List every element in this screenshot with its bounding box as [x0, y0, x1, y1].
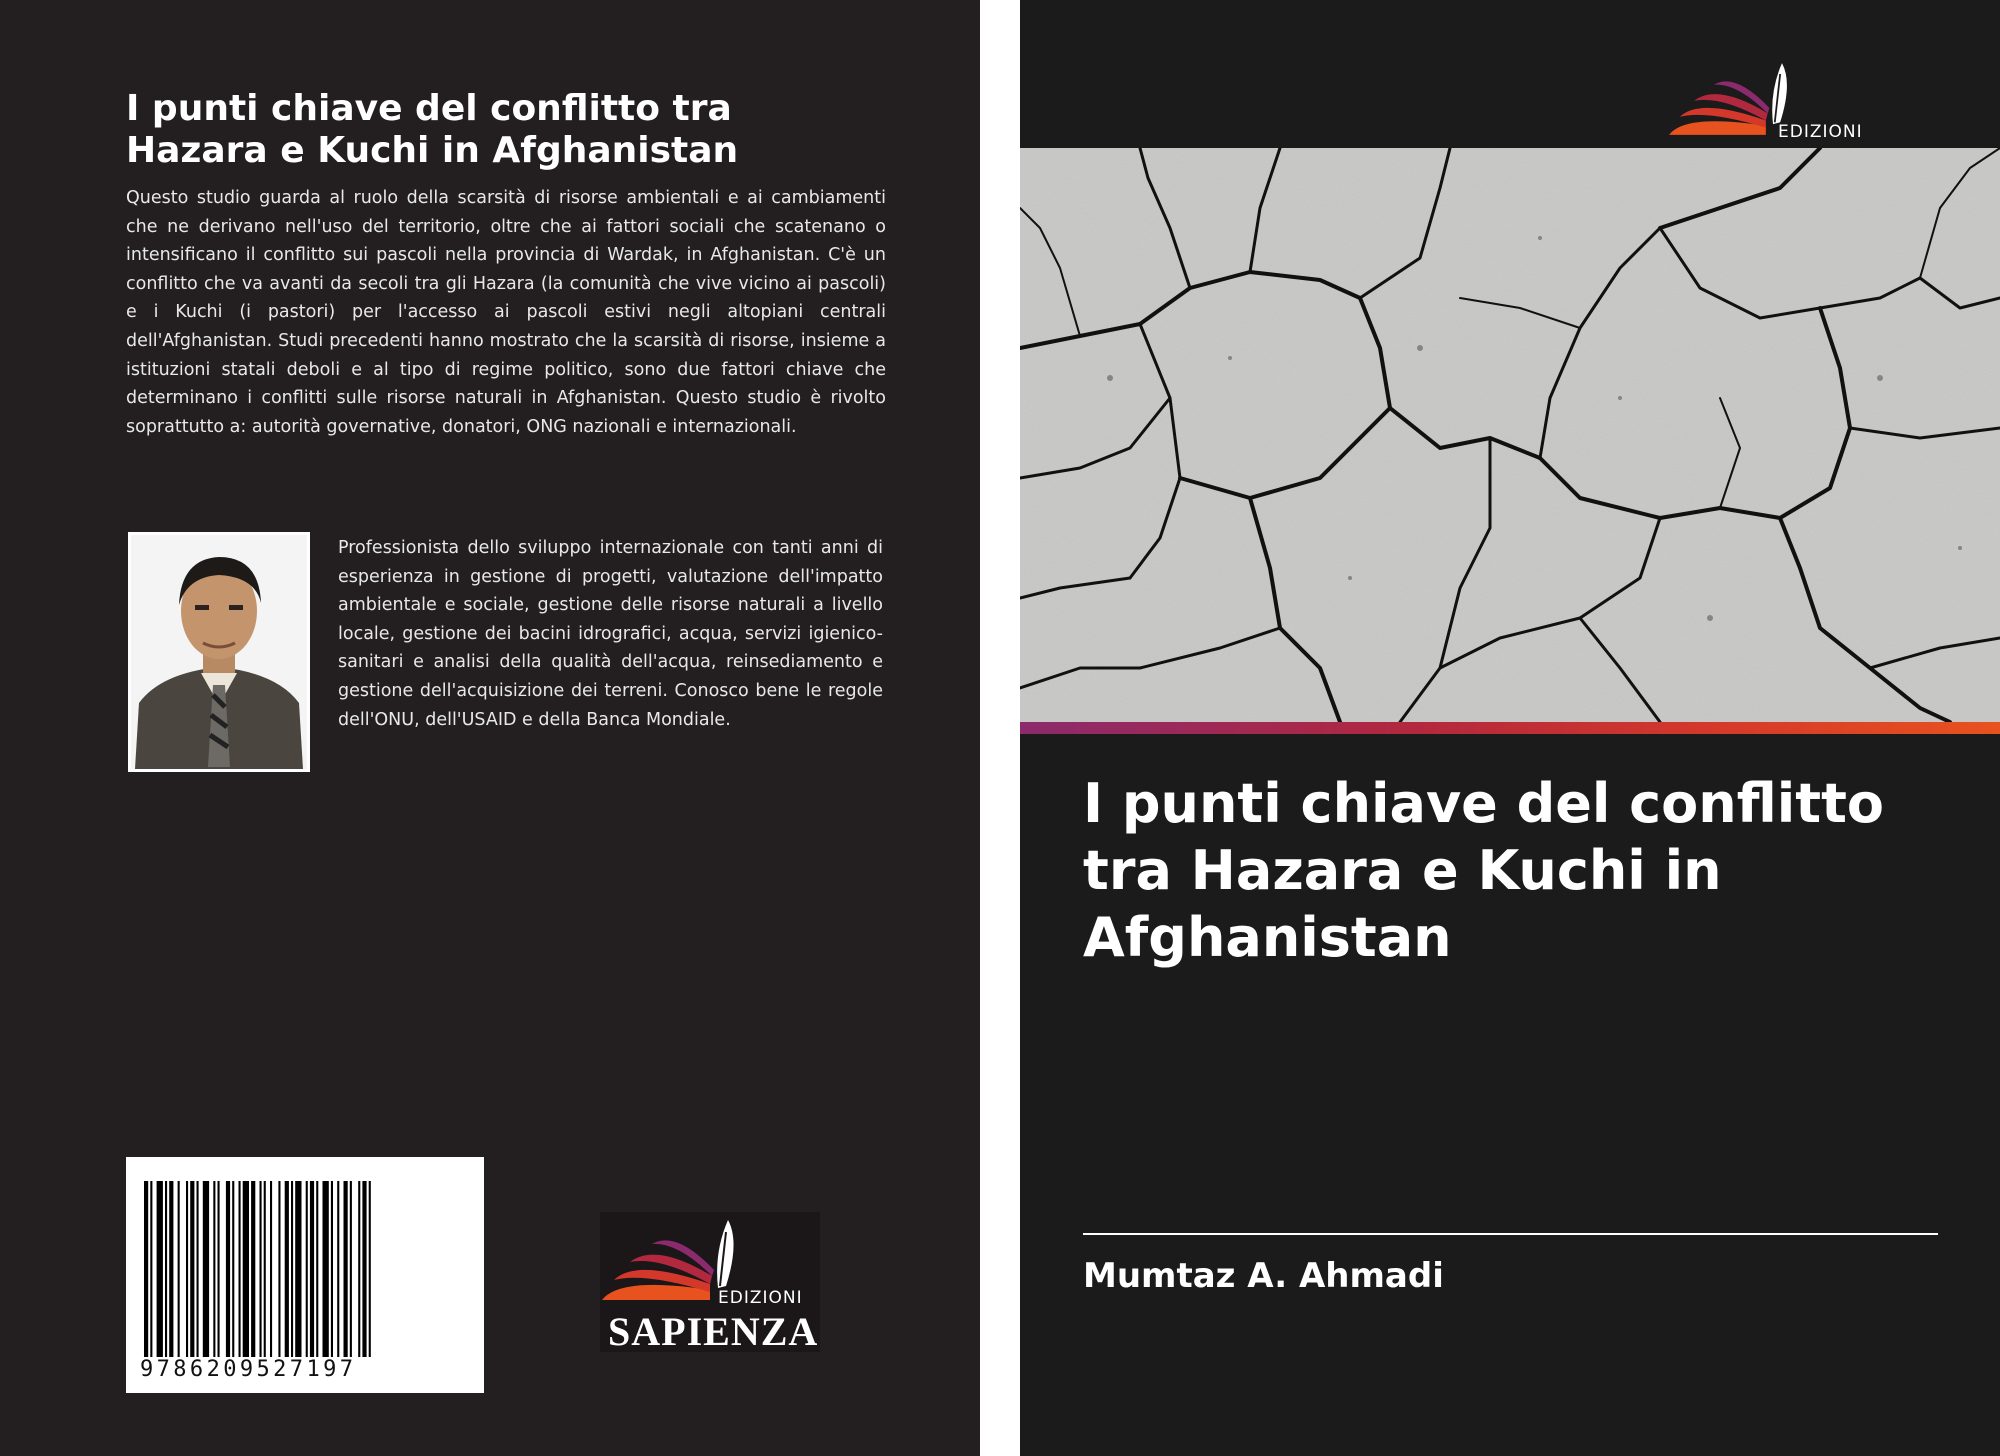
- barcode-bar: [144, 1181, 148, 1357]
- barcode-bar: [331, 1181, 333, 1357]
- barcode-bar: [306, 1181, 308, 1357]
- back-publisher-name: SAPIENZA: [608, 1309, 819, 1354]
- author-portrait-icon: [131, 535, 307, 769]
- barcode-bar: [226, 1181, 230, 1357]
- back-cover-blurb: Questo studio guarda al ruolo della scarsità di risorse ambientali e ai cambiamenti che ne derivano nell'uso del territorio, oltre che ai fattori sociali che scatenano o intensificano il conflitto sui pascoli nella provincia di Wardak, in Afghanistan. C'è un conflitto che va avanti da secoli tra gli Hazara (la comunità che vive vicino ai pascoli) e i Kuchi (i pastori) per l'accesso ai pascoli estivi negli altopiani centrali dell'Afghanistan. Studi precedenti hanno mostrato che la scarsità di risorse, insieme a istituzioni statali deboli e al tipo di regime politico, sono due fattori chiave che determinano i conflitti sulle risorse naturali in Afghanistan. Questo studio è rivolto soprattutto a: autorità governative, donatori, ONG nazionali e internazionali.: [126, 188, 886, 437]
- barcode-bar: [285, 1181, 289, 1357]
- barcode-bar: [358, 1181, 360, 1357]
- back-cover: [0, 0, 980, 1456]
- barcode-bar: [278, 1181, 280, 1357]
- barcode-bar: [264, 1181, 266, 1357]
- barcode-bar: [186, 1181, 188, 1357]
- back-publisher-edizioni: EDIZIONI: [718, 1288, 803, 1308]
- front-publisher-edizioni: EDIZIONI: [1778, 122, 1863, 142]
- barcode-bar: [197, 1181, 199, 1357]
- author-photo: [128, 532, 310, 772]
- spine-gap: [980, 0, 1020, 1456]
- cracked-earth-photo: [1020, 148, 2000, 722]
- cracked-earth-icon: [1020, 148, 2000, 722]
- isbn-digits: 9786209527197: [140, 1357, 357, 1382]
- barcode-bar: [337, 1181, 339, 1357]
- barcode-bar: [150, 1181, 152, 1357]
- barcode-bar: [178, 1181, 180, 1357]
- barcode-bar: [323, 1181, 329, 1357]
- barcode-bar: [362, 1181, 366, 1357]
- barcode-bar: [190, 1181, 194, 1357]
- isbn-barcode: [126, 1157, 484, 1393]
- author-divider: [1083, 1233, 1938, 1235]
- back-cover-title: I punti chiave del conflitto tra Hazara e Kuchi in Afghanistan: [126, 88, 739, 171]
- accent-gradient-bar: [1020, 722, 2000, 734]
- barcode-bar: [203, 1181, 209, 1357]
- front-cover-author: Mumtaz A. Ahmadi: [1083, 1256, 1444, 1296]
- barcode-bar: [232, 1181, 234, 1357]
- barcode-bar: [251, 1181, 255, 1357]
- barcode-icon: [144, 1181, 466, 1357]
- barcode-bar: [157, 1181, 163, 1357]
- front-cover-title: I punti chiave del conflitto tra Hazara e Kuchi in Afghanistan: [1083, 772, 1884, 969]
- barcode-bar: [350, 1181, 352, 1357]
- barcode-bar: [213, 1181, 215, 1357]
- barcode-bar: [369, 1181, 371, 1357]
- barcode-bar: [218, 1181, 220, 1357]
- barcode-bar: [291, 1181, 293, 1357]
- barcode-bar: [310, 1181, 314, 1357]
- barcode-bar: [165, 1181, 167, 1357]
- barcode-bar: [169, 1181, 173, 1357]
- author-bio: Professionista dello sviluppo internazionale con tanti anni di esperienza in gestione di progetti, valutazione dell'impatto ambientale e sociale, gestione delle risorse naturali a livello locale, gestione dei bacini idrografici, acqua, servizi igienico-sanitari e analisi della qualità dell'acqua, reinsediamento e gestione dell'acquisizione dei terreni. Conosco bene le regole dell'ONU, dell'USAID e della Banca Mondiale.: [338, 538, 883, 730]
- barcode-bar: [316, 1181, 318, 1357]
- barcode-bar: [344, 1181, 348, 1357]
- back-publisher-logo: [600, 1212, 820, 1352]
- barcode-bar: [243, 1181, 249, 1357]
- barcode-bar: [295, 1181, 301, 1357]
- barcode-bar: [270, 1181, 272, 1357]
- barcode-bar: [260, 1181, 262, 1357]
- barcode-bar: [239, 1181, 241, 1357]
